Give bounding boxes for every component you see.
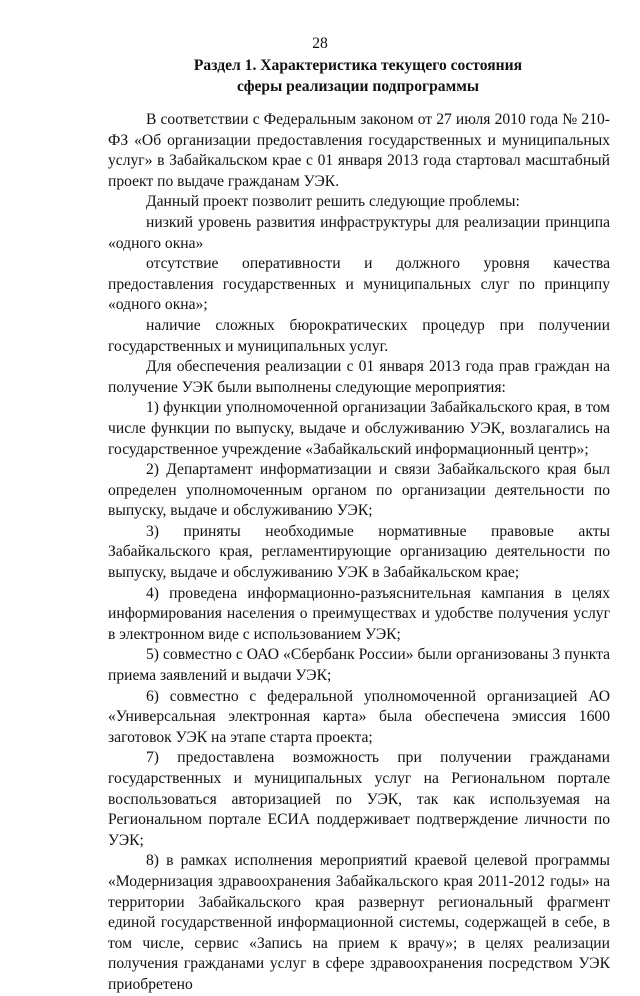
paragraph: Данный проект позволит решить следующие проблемы: [146,193,520,211]
paragraph: наличие сложных бюрократических процедур при получении государственных и муниципальных услуг. [108,316,610,355]
list-item: 2) Департамент информатизации и связи Забайкальского края был определен уполномоченным органом по организации деятельности по выпуску, выдаче и обслуживанию УЭК; [108,461,610,520]
list-item: 5) совместно с ОАО «Сбербанк России» были организованы 3 пункта приема заявлений и выдачи УЭК; [108,646,610,685]
document-body [108,110,610,996]
paragraph: низкий уровень развития инфраструктуры для реализации принципа «одного окна» [108,213,610,252]
paragraph: В соответствии с Федеральным законом от 27 июля 2010 года № 210-ФЗ «Об организации предоставления государственных и муниципальных услуг» в Забайкальском крае с 01 января 2013 года стартовал масштабный проект по выдаче гражданам УЭК. [108,111,610,190]
page-number: 28 [312,35,328,52]
section-heading-line-1: Раздел 1. Характеристика текущего состояния [193,57,523,74]
section-heading [108,56,608,97]
list-item: 1) функции уполномоченной организации Забайкальского края, в том числе функции по выпуску, выдаче и обслуживанию УЭК, возлагались на государственное учреждение «Забайкальский информационный центр»; [108,399,610,458]
list-item: 3) приняты необходимые нормативные правовые акты Забайкальского края, регламентирующие организацию деятельности по выпуску, выдаче и обслуживанию УЭК в Забайкальском крае; [108,522,610,582]
section-heading-line-2: сферы реализации подпрограммы [237,77,479,95]
paragraph: Для обеспечения реализации с 01 января 2013 года прав граждан на получение УЭК были выполнены следующие мероприятия: [108,358,610,396]
list-item: 7) предоставлена возможность при получении гражданами государственных и муниципальных услуг на Региональном портале воспользоваться авторизацией по УЭК, так как используемая на Региональном портале ЕСИА поддерживает подтверждение личности по УЭК; [108,749,610,849]
list-item: 6) совместно с федеральной уполномоченной организацией АО «Универсальная электронная карта» была обеспечена эмиссия 1600 заготовок УЭК на этапе старта проекта; [108,687,610,746]
list-item: 4) проведена информационно-разъяснительная кампания в целях информирования населения о преимуществах и удобстве получения услуг в электронном виде с использованием УЭК; [108,584,610,643]
list-item: 8) в рамках исполнения мероприятий краевой целевой программы «Модернизация здравоохранения Забайкальского края 2011-2012 годы» на территории Забайкальского края развернут региональный фрагмент единой государственной информационной системы, содержащей в себе, в том числе, сервис «Запись на прием к врачу»; в целях реализации получения гражданами услуг в сфере здравоохранения посредством УЭК приобретено [108,852,610,993]
paragraph: отсутствие оперативности и должного уровня качества предоставления государственных и муниципальных слуг по принципу «одного окна»; [108,255,610,314]
